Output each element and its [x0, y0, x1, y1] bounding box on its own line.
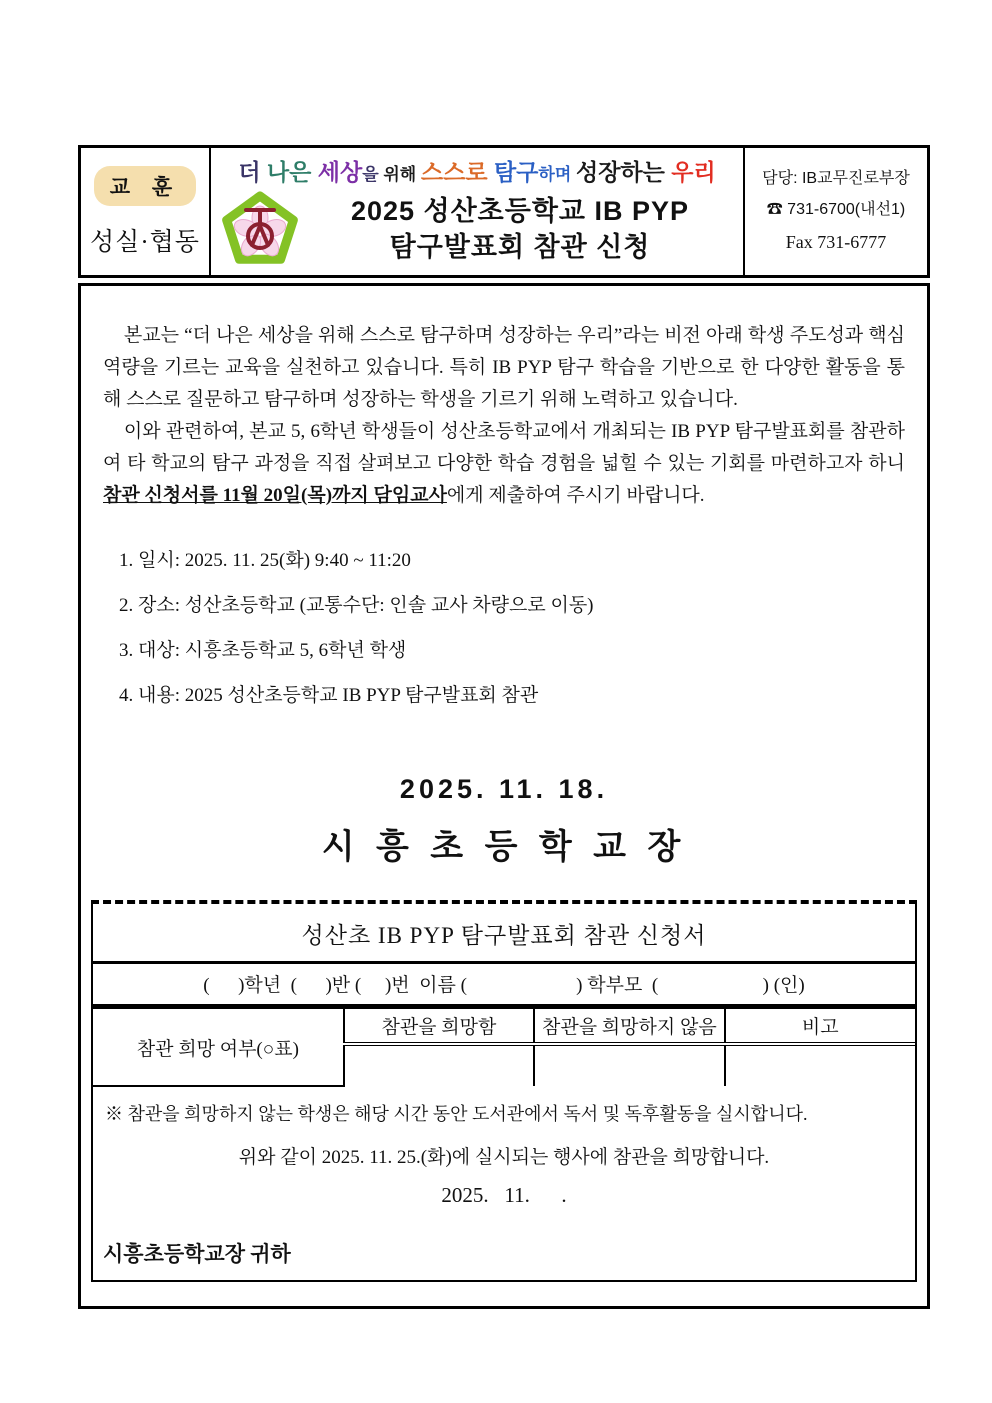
motto-pill — [94, 166, 196, 206]
slogan-segment: 나은 — [266, 159, 318, 185]
school-emblem-icon — [217, 187, 303, 271]
notice-header — [78, 145, 930, 278]
motto-cell — [81, 148, 211, 275]
title-row — [217, 187, 737, 271]
slogan-segment: 을 — [362, 165, 384, 184]
form-title: 성산초 IB PYP 탐구발표회 참관 신청서 — [301, 923, 707, 948]
request-paragraph — [103, 416, 905, 512]
no-wish-cell — [534, 1044, 724, 1086]
notice-title — [303, 193, 737, 266]
school-slogan — [217, 152, 737, 187]
form-note: ※ 참관을 희망하지 않는 학생은 해당 시간 동안 도서관에서 독서 및 독후활동을 실시합니다. — [105, 1104, 808, 1124]
notice-title-line2: 탐구발표회 참관 신청 — [389, 232, 651, 262]
slogan-segment: 세상 — [317, 159, 363, 185]
list-item-target: 3. 대상: 시흥초등학교 5, 6학년 학생 — [119, 640, 407, 661]
note-cell — [725, 1044, 915, 1086]
attendance-row-label: 참관 희망 여부(○표) — [93, 1008, 344, 1086]
notice-body — [78, 283, 930, 1309]
request-paragraph-pre: 이와 관련하여, 본교 5, 6학년 학생들이 성산초등학교에서 개최되는 IB PYP 탐구발표회를 참관하여 타 학교의 탐구 과정을 직접 살펴보고 다양한 학습 경험을 넓힐 수 있는 기회를 마련하고자 하니 — [103, 421, 905, 474]
list-item-datetime: 1. 일시: 2025. 11. 25(화) 9:40 ~ 11:20 — [119, 550, 411, 571]
list-item-location: 2. 장소: 성산초등학교 (교통수단: 인솔 교사 차량으로 이동) — [119, 595, 594, 616]
notice-title-line1: 2025 성산초등학교 IB PYP — [350, 195, 690, 226]
deadline-emphasis: 참관 신청서를 11월 20일(목)까지 담임교사 — [103, 485, 447, 506]
event-details-list — [103, 538, 905, 718]
slogan-segment: 스스로 — [420, 159, 494, 185]
slogan-segment: 하며 — [538, 165, 576, 184]
request-paragraph-post: 에게 제출하여 주시기 바랍니다. — [446, 485, 705, 506]
attendance-table — [93, 1007, 915, 1087]
slogan-segment: 탐구 — [493, 159, 539, 185]
contact-manager: 담당: IB교무진로부장 — [762, 169, 910, 187]
contact-fax: Fax 731-6777 — [785, 232, 887, 253]
col-header-wish: 참관을 희망함 — [344, 1008, 534, 1044]
header-center-cell — [211, 148, 743, 275]
form-addressee: 시흥초등학교장 귀하 — [103, 1242, 291, 1266]
wish-cell — [344, 1044, 534, 1086]
principal-signature: 시 흥 초 등 학 교 장 — [321, 828, 687, 866]
slogan-segment: 더 — [238, 159, 267, 185]
application-form — [91, 900, 917, 1282]
slogan-segment: 성장하는 — [575, 159, 672, 185]
slogan-segment: 위해 — [383, 165, 421, 184]
student-info-row: ( )학년 ( )반 ( )번 이름 ( ) 학부모 ( ) (인) — [93, 961, 915, 1007]
col-header-no-wish: 참관을 희망하지 않음 — [534, 1008, 724, 1044]
contact-cell — [743, 148, 927, 275]
motto-label: 교 훈 — [109, 175, 181, 199]
col-header-note: 비고 — [725, 1008, 915, 1044]
list-item-content: 4. 내용: 2025 성산초등학교 IB PYP 탐구발표회 참관 — [119, 685, 539, 706]
issue-date: 2025. 11. 18. — [399, 774, 609, 804]
intro-paragraph: 본교는 “더 나은 세상을 위해 스스로 탐구하며 성장하는 우리”라는 비전 아래 학생 주도성과 핵심 역량을 기르는 교육을 실천하고 있습니다. 특히 IB PYP 탐구 학습을 기반으로 한 다양한 활동을 통해 스스로 질문하고 탐구하며 성장하는 학생을 기르기 위해 노력하고 있습니다. — [103, 325, 905, 410]
contact-phone: ☎ 731-6700(내선1) — [766, 200, 906, 218]
consent-statement: 위와 같이 2025. 11. 25.(화)에 실시되는 행사에 참관을 희망합니다. — [238, 1147, 770, 1168]
slogan-segment: 우리 — [671, 159, 716, 185]
motto-value: 성실·협동 — [90, 228, 200, 256]
form-sign-date: 2025. 11. . — [441, 1183, 567, 1207]
